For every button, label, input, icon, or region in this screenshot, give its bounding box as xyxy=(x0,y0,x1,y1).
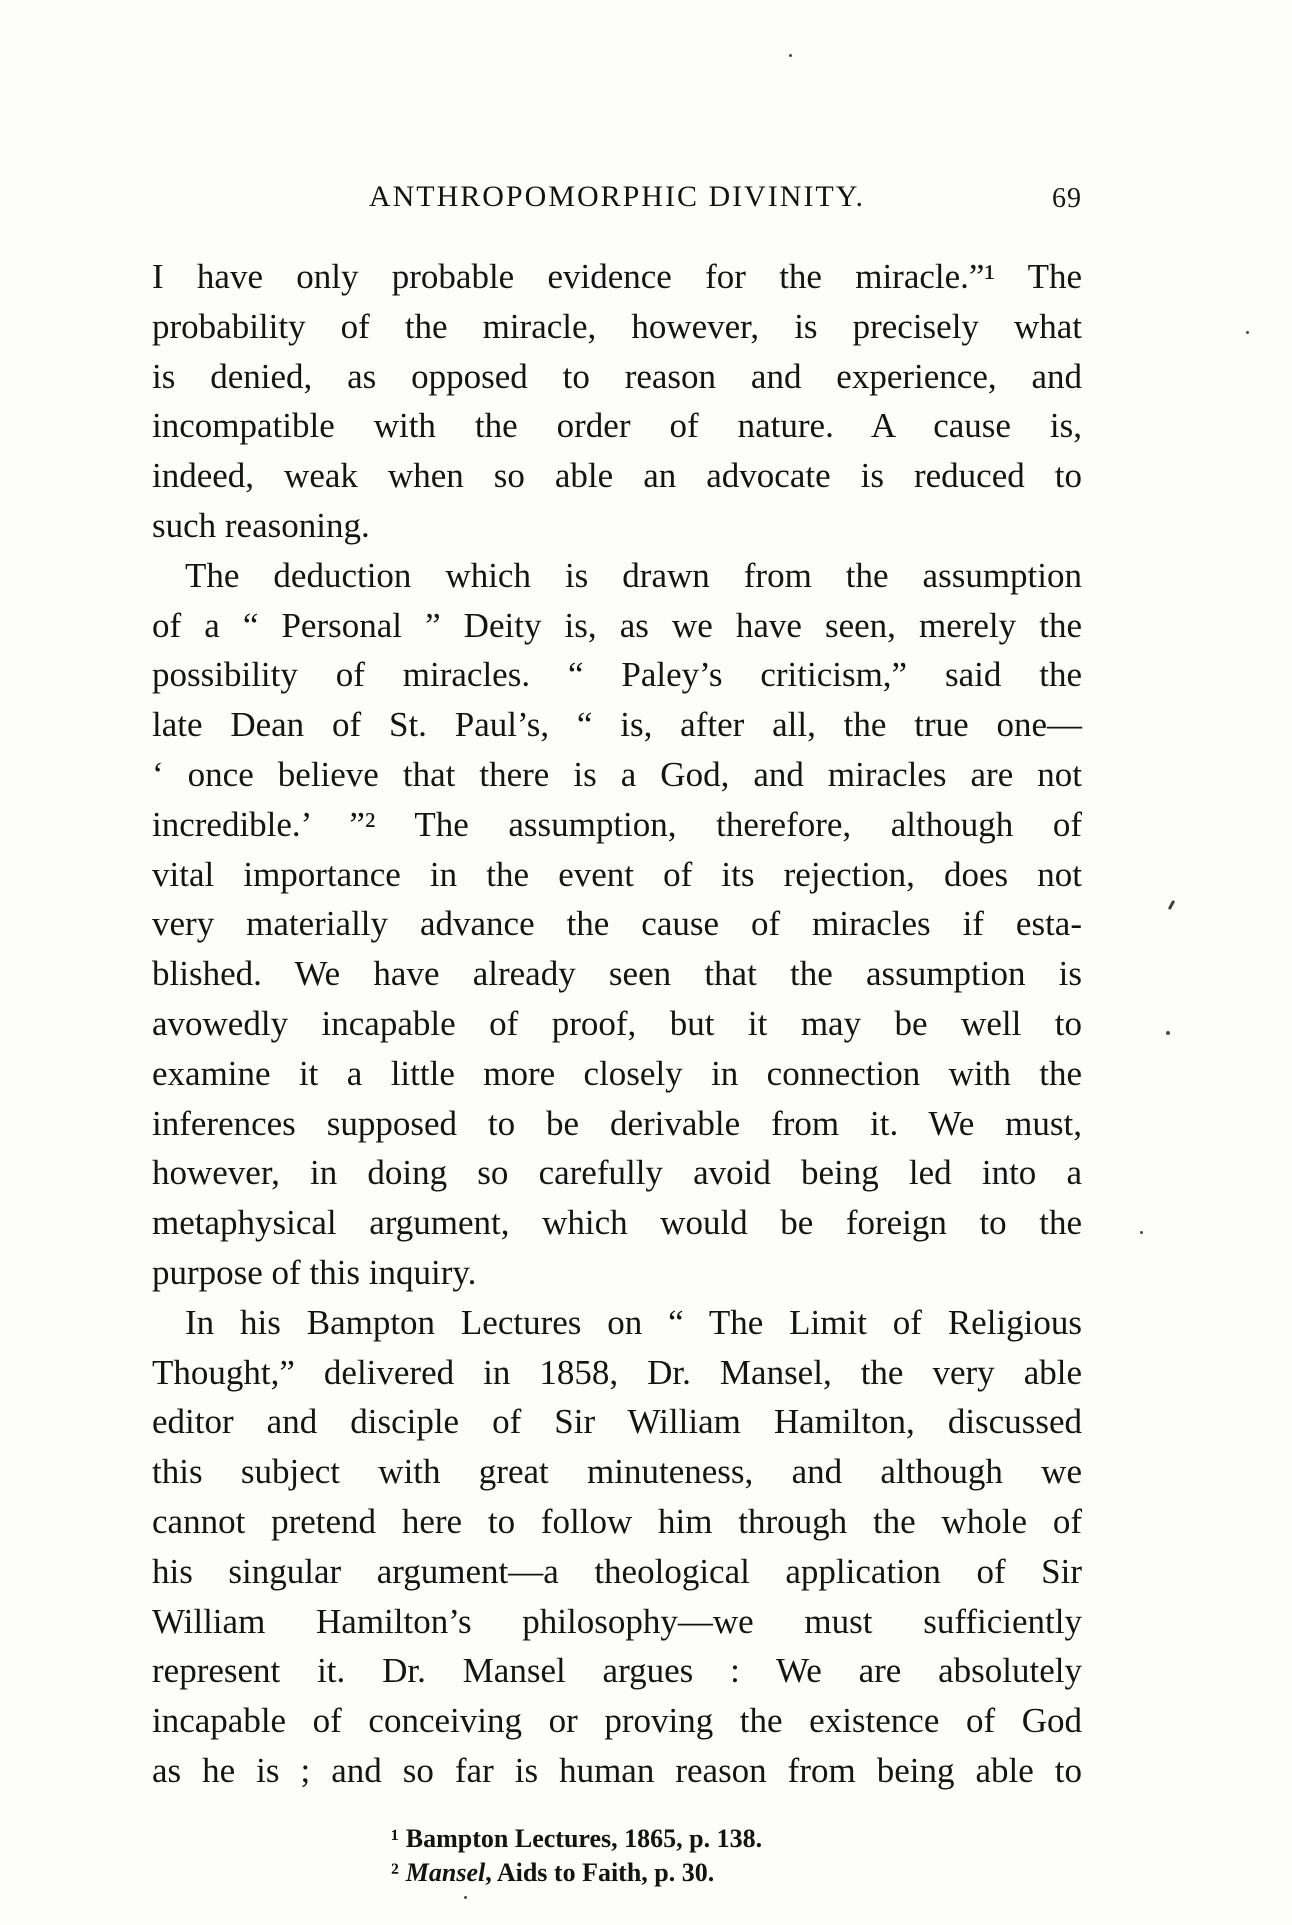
text-line: I have only probable evidence for the miracle.”¹ The xyxy=(152,257,1082,296)
text-line: cannot pretend here to follow him through the whole of xyxy=(152,1501,1082,1541)
footnotes xyxy=(391,1822,762,1890)
text-line: however, in doing so carefully avoid being led into a xyxy=(152,1153,1082,1193)
text-line: very materially advance the cause of miracles if esta- xyxy=(152,904,1082,944)
text-line: of a “ Personal ” Deity is, as we have seen, merely the xyxy=(152,605,1082,645)
text-line: Thought,” delivered in 1858, Dr. Mansel, the very able xyxy=(152,1352,1082,1392)
scan-artifact xyxy=(789,54,792,57)
text-line: this subject with great minuteness, and although we xyxy=(152,1452,1082,1492)
text-line: incapable of conceiving or proving the existence of God xyxy=(152,1701,1082,1741)
page-title: ANTHROPOMORPHIC DIVINITY. xyxy=(368,180,866,213)
scan-artifact xyxy=(1166,1031,1170,1035)
page-number: 69 xyxy=(1052,183,1082,214)
footnote-author: Mansel xyxy=(405,1858,486,1887)
text-line: late Dean of St. Paul’s, “ is, after all, the true one— xyxy=(152,705,1082,745)
text-line: avowedly incapable of proof, but it may be well to xyxy=(152,1003,1082,1043)
scan-artifact xyxy=(1140,1231,1143,1234)
text-line: as he is ; and so far is human reason from being able to xyxy=(152,1750,1082,1790)
footnote-text: Bampton Lectures, 1865, p. 138. xyxy=(405,1824,763,1853)
body-text xyxy=(152,252,1082,1796)
text-line: vital importance in the event of its rejection, does not xyxy=(152,854,1082,894)
text-line: possibility of miracles. “ Paley’s criticism,” said the xyxy=(152,655,1082,695)
text-line: incredible.’ ”² The assumption, therefore, although of xyxy=(152,804,1082,844)
footnote-1 xyxy=(391,1822,762,1856)
scan-artifact xyxy=(464,1896,467,1899)
text-line: represent it. Dr. Mansel argues : We are absolutely xyxy=(152,1651,1082,1691)
text-line: such reasoning. xyxy=(152,505,370,545)
text-line: editor and disciple of Sir William Hamilton, discussed xyxy=(152,1402,1082,1442)
footnote-text: , Aids to Faith, p. 30. xyxy=(485,1858,715,1887)
text-line: The deduction which is drawn from the assumption xyxy=(185,555,1082,595)
text-line: In his Bampton Lectures on “ The Limit of Religious xyxy=(185,1302,1082,1342)
text-line: is denied, as opposed to reason and experience, and xyxy=(152,356,1082,396)
text-line: metaphysical argument, which would be foreign to the xyxy=(152,1203,1082,1243)
text-line: his singular argument—a theological application of Sir xyxy=(152,1551,1082,1591)
footnote-marker: ¹ xyxy=(391,1824,399,1853)
text-line: purpose of this inquiry. xyxy=(152,1252,477,1292)
text-line: blished. We have already seen that the assumption is xyxy=(152,954,1082,994)
scan-artifact xyxy=(1168,900,1175,910)
text-line: probability of the miracle, however, is precisely what xyxy=(152,306,1082,346)
text-line: indeed, weak when so able an advocate is reduced to xyxy=(152,456,1082,496)
text-line: incompatible with the order of nature. A cause is, xyxy=(152,406,1082,446)
text-line: examine it a little more closely in connection with the xyxy=(152,1053,1082,1093)
text-line: ‘ once believe that there is a God, and miracles are not xyxy=(152,754,1082,794)
scan-artifact xyxy=(1246,331,1249,334)
running-head xyxy=(152,180,1082,222)
footnote-marker: ² xyxy=(391,1858,399,1887)
text-line: William Hamilton’s philosophy—we must sufficiently xyxy=(152,1601,1082,1641)
footnote-2 xyxy=(391,1856,762,1890)
text-line: inferences supposed to be derivable from it. We must, xyxy=(152,1103,1082,1143)
